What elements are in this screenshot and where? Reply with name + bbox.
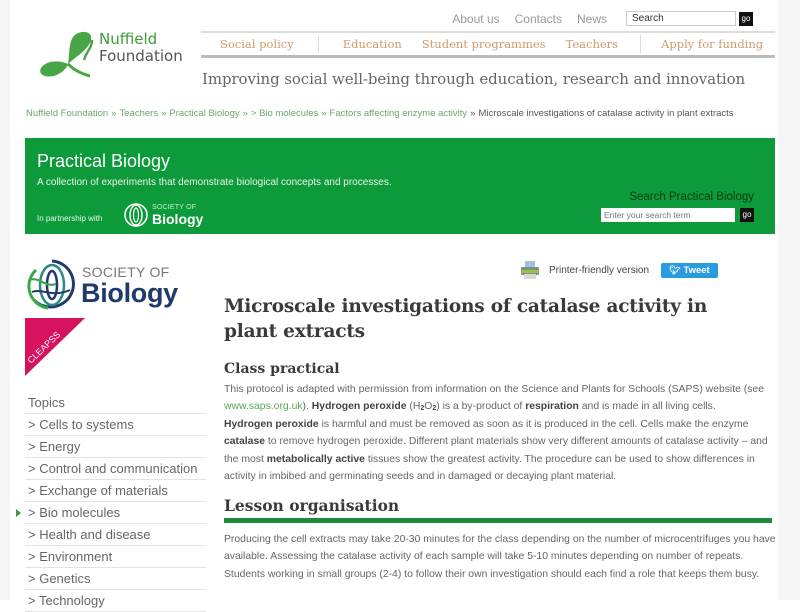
partner-logo-big-text: Biology — [152, 211, 204, 227]
twitter-bird-icon: 🐦︎ — [669, 264, 681, 275]
active-marker-icon — [16, 509, 21, 517]
breadcrumb-separator: » — [242, 108, 248, 119]
topic-technology[interactable]: > Technology — [25, 590, 206, 612]
breadcrumb-separator: » — [470, 108, 476, 119]
breadcrumb-separator: » — [321, 108, 327, 119]
logo-line-2: Foundation — [99, 47, 183, 65]
article-title: Microscale investigations of catalase activity in plant extracts — [224, 296, 708, 342]
site-search — [626, 11, 753, 26]
seed-leaf-icon — [38, 30, 100, 82]
nav-education[interactable]: Education — [342, 37, 402, 51]
nav-apply-for-funding[interactable]: Apply for funding — [661, 37, 764, 51]
society-of-biology-logo[interactable] — [26, 258, 186, 316]
topic-energy[interactable]: > Energy — [25, 436, 206, 458]
class-practical-paragraph-2: Hydrogen peroxide is harmful and must be removed as soon as it is produced in the cell. Cells make the enzyme catalase to remove hydrogen peroxide. Different plant materials show very different amounts of catalase activity – and the most metabolically active tissues show the greatest activity. The procedure can be used to show differences in activity in imbibed and germinating seeds and in damaged or decaying plant material. — [224, 419, 768, 483]
class-practical-heading: Class practical — [224, 361, 340, 377]
nav-student-programmes[interactable]: Student programmes — [421, 37, 546, 51]
partner-logo-small-text: SOCIETY OF — [152, 204, 197, 211]
article-tools — [520, 260, 718, 280]
printer-friendly-link[interactable]: Printer-friendly version — [549, 264, 650, 276]
utility-nav — [437, 11, 753, 26]
nav-teachers[interactable]: Teachers — [565, 37, 619, 51]
banner-subtitle: A collection of experiments that demonstrate biological concepts and processes. — [37, 177, 392, 188]
printer-icon[interactable] — [520, 260, 540, 280]
logo-line-1: Nuffield — [99, 30, 158, 48]
page-margin-left — [0, 0, 10, 600]
breadcrumb-practical-biology[interactable]: Practical Biology — [169, 108, 240, 119]
site-search-input[interactable] — [626, 11, 736, 26]
tweet-button[interactable] — [661, 263, 718, 278]
cleapss-triangle-icon — [25, 318, 85, 376]
breadcrumb — [26, 108, 734, 119]
about-us-link[interactable]: About us — [452, 11, 500, 26]
lesson-organisation-paragraph: Producing the cell extracts may take 20-30 minutes for the class depending on the number of microcentrifuges you have available. Assessing the catalase activity of each sample will take 5-10 minutes depending on number of repeats. Students working in small groups (2-4) to follow their own investigation should each find a role that keeps them busy. — [224, 534, 776, 580]
breadcrumb-separator: » — [111, 108, 117, 119]
society-of-biology-emblem-icon — [26, 258, 78, 312]
nuffield-logo[interactable] — [38, 30, 188, 85]
section-divider — [224, 518, 772, 523]
sob-logo-big-text: Biology — [81, 278, 178, 308]
svg-text:CLEAPSS: CLEAPSS — [25, 329, 63, 366]
pb-search-input[interactable] — [601, 208, 735, 222]
topic-environment[interactable]: > Environment — [25, 546, 206, 568]
contacts-link[interactable]: Contacts — [514, 11, 562, 26]
logo-wordmark — [99, 31, 183, 65]
banner-title[interactable]: Practical Biology — [37, 151, 171, 171]
breadcrumb-factors[interactable]: Factors affecting enzyme activity — [329, 108, 468, 119]
saps-link[interactable]: www.saps.org.uk — [224, 401, 303, 413]
pb-search-label: Search Practical Biology — [629, 191, 754, 203]
page-margin-right — [778, 0, 800, 600]
topic-cells-to-systems[interactable]: > Cells to systems — [25, 414, 206, 436]
breadcrumb-teachers[interactable]: Teachers — [119, 108, 159, 119]
tweet-label: Tweet — [683, 264, 710, 276]
partner-label: In partnership with — [37, 214, 103, 223]
main-nav — [201, 31, 775, 58]
breadcrumb-current: Microscale investigations of catalase activity in plant extracts — [478, 108, 734, 119]
pb-search — [601, 208, 754, 222]
topic-label: > Bio molecules — [28, 505, 121, 520]
topic-exchange-of-materials[interactable]: > Exchange of materials — [25, 480, 206, 502]
topic-control-and-communication[interactable]: > Control and communication — [25, 458, 206, 480]
cleapss-logo[interactable] — [25, 318, 85, 376]
topic-health-and-disease[interactable]: > Health and disease — [25, 524, 206, 546]
society-of-biology-emblem-icon — [123, 202, 149, 228]
nav-social-policy[interactable]: Social policy — [220, 37, 294, 51]
lesson-organisation-heading: Lesson organisation — [224, 496, 400, 515]
sob-logo-small-text: SOCIETY OF — [82, 264, 170, 280]
breadcrumb-separator: » — [161, 108, 167, 119]
tagline: Improving social well-being through education, research and innovation — [202, 70, 746, 88]
partner-society-of-biology-logo[interactable] — [123, 201, 213, 229]
class-practical-paragraph-1: This protocol is adapted with permission from information on the Science and Plants for Schools (SAPS) website (see www.saps.org.uk). Hydrogen peroxide $(H_2O_2)$ is a by-product of respiration and is made in all living cells. — [224, 384, 764, 413]
breadcrumb-nuffield[interactable]: Nuffield Foundation — [26, 108, 109, 119]
topics-list — [25, 392, 206, 612]
topic-genetics[interactable]: > Genetics — [25, 568, 206, 590]
practical-biology-banner — [25, 138, 775, 234]
news-link[interactable]: News — [576, 11, 607, 26]
nav-divider — [318, 35, 319, 53]
nav-divider — [640, 35, 641, 53]
topic-bio-molecules[interactable] — [25, 502, 206, 524]
pb-search-go-button[interactable]: go — [740, 208, 754, 222]
site-search-go-button[interactable]: go — [739, 12, 753, 26]
topics-heading: Topics — [25, 392, 206, 414]
breadcrumb-bio-molecules[interactable]: > Bio molecules — [250, 108, 319, 119]
